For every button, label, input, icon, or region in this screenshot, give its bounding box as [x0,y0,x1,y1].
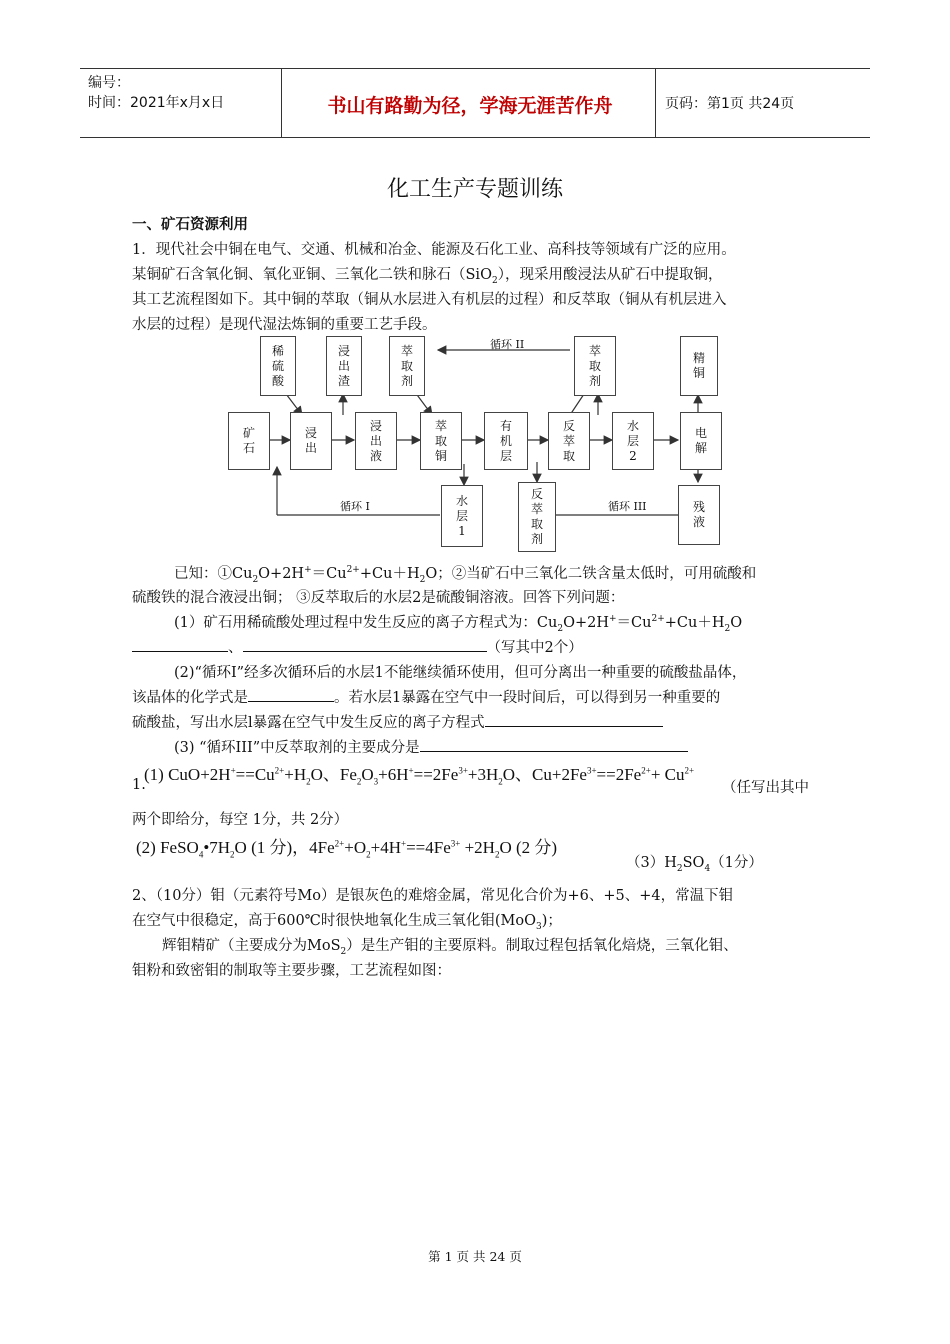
box-leach-residue: 浸出渣 [326,336,362,396]
q2-line-4: 钼粉和致密钼的制取等主要步骤，工艺流程如图： [132,963,451,979]
known-line-2: 硫酸铁的混合液浸出铜； ③反萃取后的水层2是硫酸铜溶液。回答下列问题： [132,590,625,606]
q1-line-4: 水层的过程）是现代湿法炼铜的重要工艺手段。 [132,317,437,333]
page-header [80,68,870,138]
q1-line-2: 某铜矿石含氧化铜、氧化亚铜、三氧化二铁和脉石（SiO$_2$），现采用酸浸法从矿石中提取铜， [132,267,723,286]
box-back-extraction: 反萃取 [548,412,590,470]
sub-question-1: (1）矿石用稀硫酸处理过程中发生反应的离子方程式为：$Cu_2O+2H^+=Cu^{2+}+Cu+H_2O$ [174,614,743,634]
page-footer: 第 1 页 共 24 页 [428,1249,522,1264]
q2-line-1: 2、（10分）钼（元素符号Mo）是银灰色的难熔金属，常见化合价为+6、+5、+4，常温下钼 [132,888,734,904]
answer-note-1: （任写出其中 [722,780,809,796]
document-title: 化工生产专题训练 [386,177,563,202]
box-dilute-sulfuric-acid: 稀硫酸 [260,336,296,396]
sub-question-2-line-1: (2)“循环I”经多次循环后的水层1不能继续循环使用，但可分离出一种重要的硫酸盐晶体， [174,665,747,681]
box-copper-extraction: 萃取铜 [420,412,462,470]
number-label: 编号： [88,75,130,91]
process-flowchart [222,332,742,554]
sub-question-2-line-3: 硫酸盐，写出水层l暴露在空气中发生反应的离子方程式 [132,711,663,732]
box-organic-layer: 有机层 [484,412,528,470]
known-line-1: 已知：$①Cu_2O+2H^+=Cu^{2+}+Cu+H_2O$；②当矿石中三氧化二铁含量太低时，可用硫酸和 [174,565,757,585]
loop-2-label: 循环 II [490,338,525,351]
box-residual-liquid: 残液 [678,485,720,545]
loop-1-label: 循环 I [340,500,370,513]
header-divider [655,69,656,137]
box-extractant-1: 萃取剂 [389,336,425,396]
box-electrolysis: 电解 [680,412,722,470]
q1-line-3: 其工艺流程图如下。其中铜的萃取（铜从水层进入有机层的过程）和反萃取（铜从有机层进入 [132,292,727,308]
q1-line-1: 1．现代社会中铜在电气、交通、机械和冶金、能源及石化工业、高科技等领域有广泛的应用。 [132,242,736,258]
header-page-info: 页码：第1页 共24页 [665,96,795,112]
header-meta [88,73,224,113]
box-ore: 矿石 [228,412,270,470]
sub-question-3: (3) “循环III”中反萃取剂的主要成分是 [174,736,688,757]
header-divider [281,69,282,137]
answer-blank[interactable] [243,637,487,652]
answer-note-2: 两个即给分，每空 1分，共 2分） [132,812,349,828]
box-extractant-2: 萃取剂 [574,336,616,396]
header-motto: 书山有路勤为径，学海无涯苦作舟 [327,95,613,117]
answer-blank[interactable] [248,687,334,702]
q2-line-2: 在空气中很稳定，高于600℃时很快地氧化生成三氧化钼(MoO$_3$)； [132,913,562,932]
box-aqueous-layer-1: 水层1 [441,485,483,547]
answer-blank[interactable] [485,712,663,727]
box-back-extractant: 反萃取剂 [518,482,556,552]
sub-question-1-blanks: 、 （写其中2个） [132,636,583,657]
answer-3: $(3)H_2SO_4(1$分） [626,855,763,874]
answer-blank[interactable] [132,637,228,652]
answer-blank[interactable] [420,737,688,752]
sub-question-2-line-2: 该晶体的化学式是 。若水层1暴露在空气中一段时间后，可以得到另一种重要的 [132,686,720,707]
answer-1: (1) $CuO+2H^+==Cu^{2+}+H_2O$、$Fe_2O_3+6H^+==2Fe^{3+}+3H_2O$、$Cu+2Fe^{3+}==2Fe^{2+}+ Cu^{2+}$ [144,765,695,787]
answer-number: 1. [132,777,146,793]
answer-2: (2) $FeSO_4•7H_2O$ (1 分)，$4Fe^{2+}+O_2+4H^+==4Fe^{3+} +2H_2O$ (2 分) [136,838,558,860]
box-aqueous-layer-2: 水层2 [612,412,654,470]
time-label: 时间：2021年x月x日 [88,95,225,111]
q2-line-3: 辉钼精矿（主要成分为MoS$_2$）是生产钼的主要原料。制取过程包括氧化焙烧，三氧化钼、 [162,938,738,957]
box-leachate: 浸出液 [355,412,397,470]
section-heading: 一、矿石资源利用 [132,217,248,233]
box-leaching: 浸出 [290,412,332,470]
box-refined-copper: 精铜 [680,336,718,396]
loop-3-label: 循环 III [608,500,647,513]
